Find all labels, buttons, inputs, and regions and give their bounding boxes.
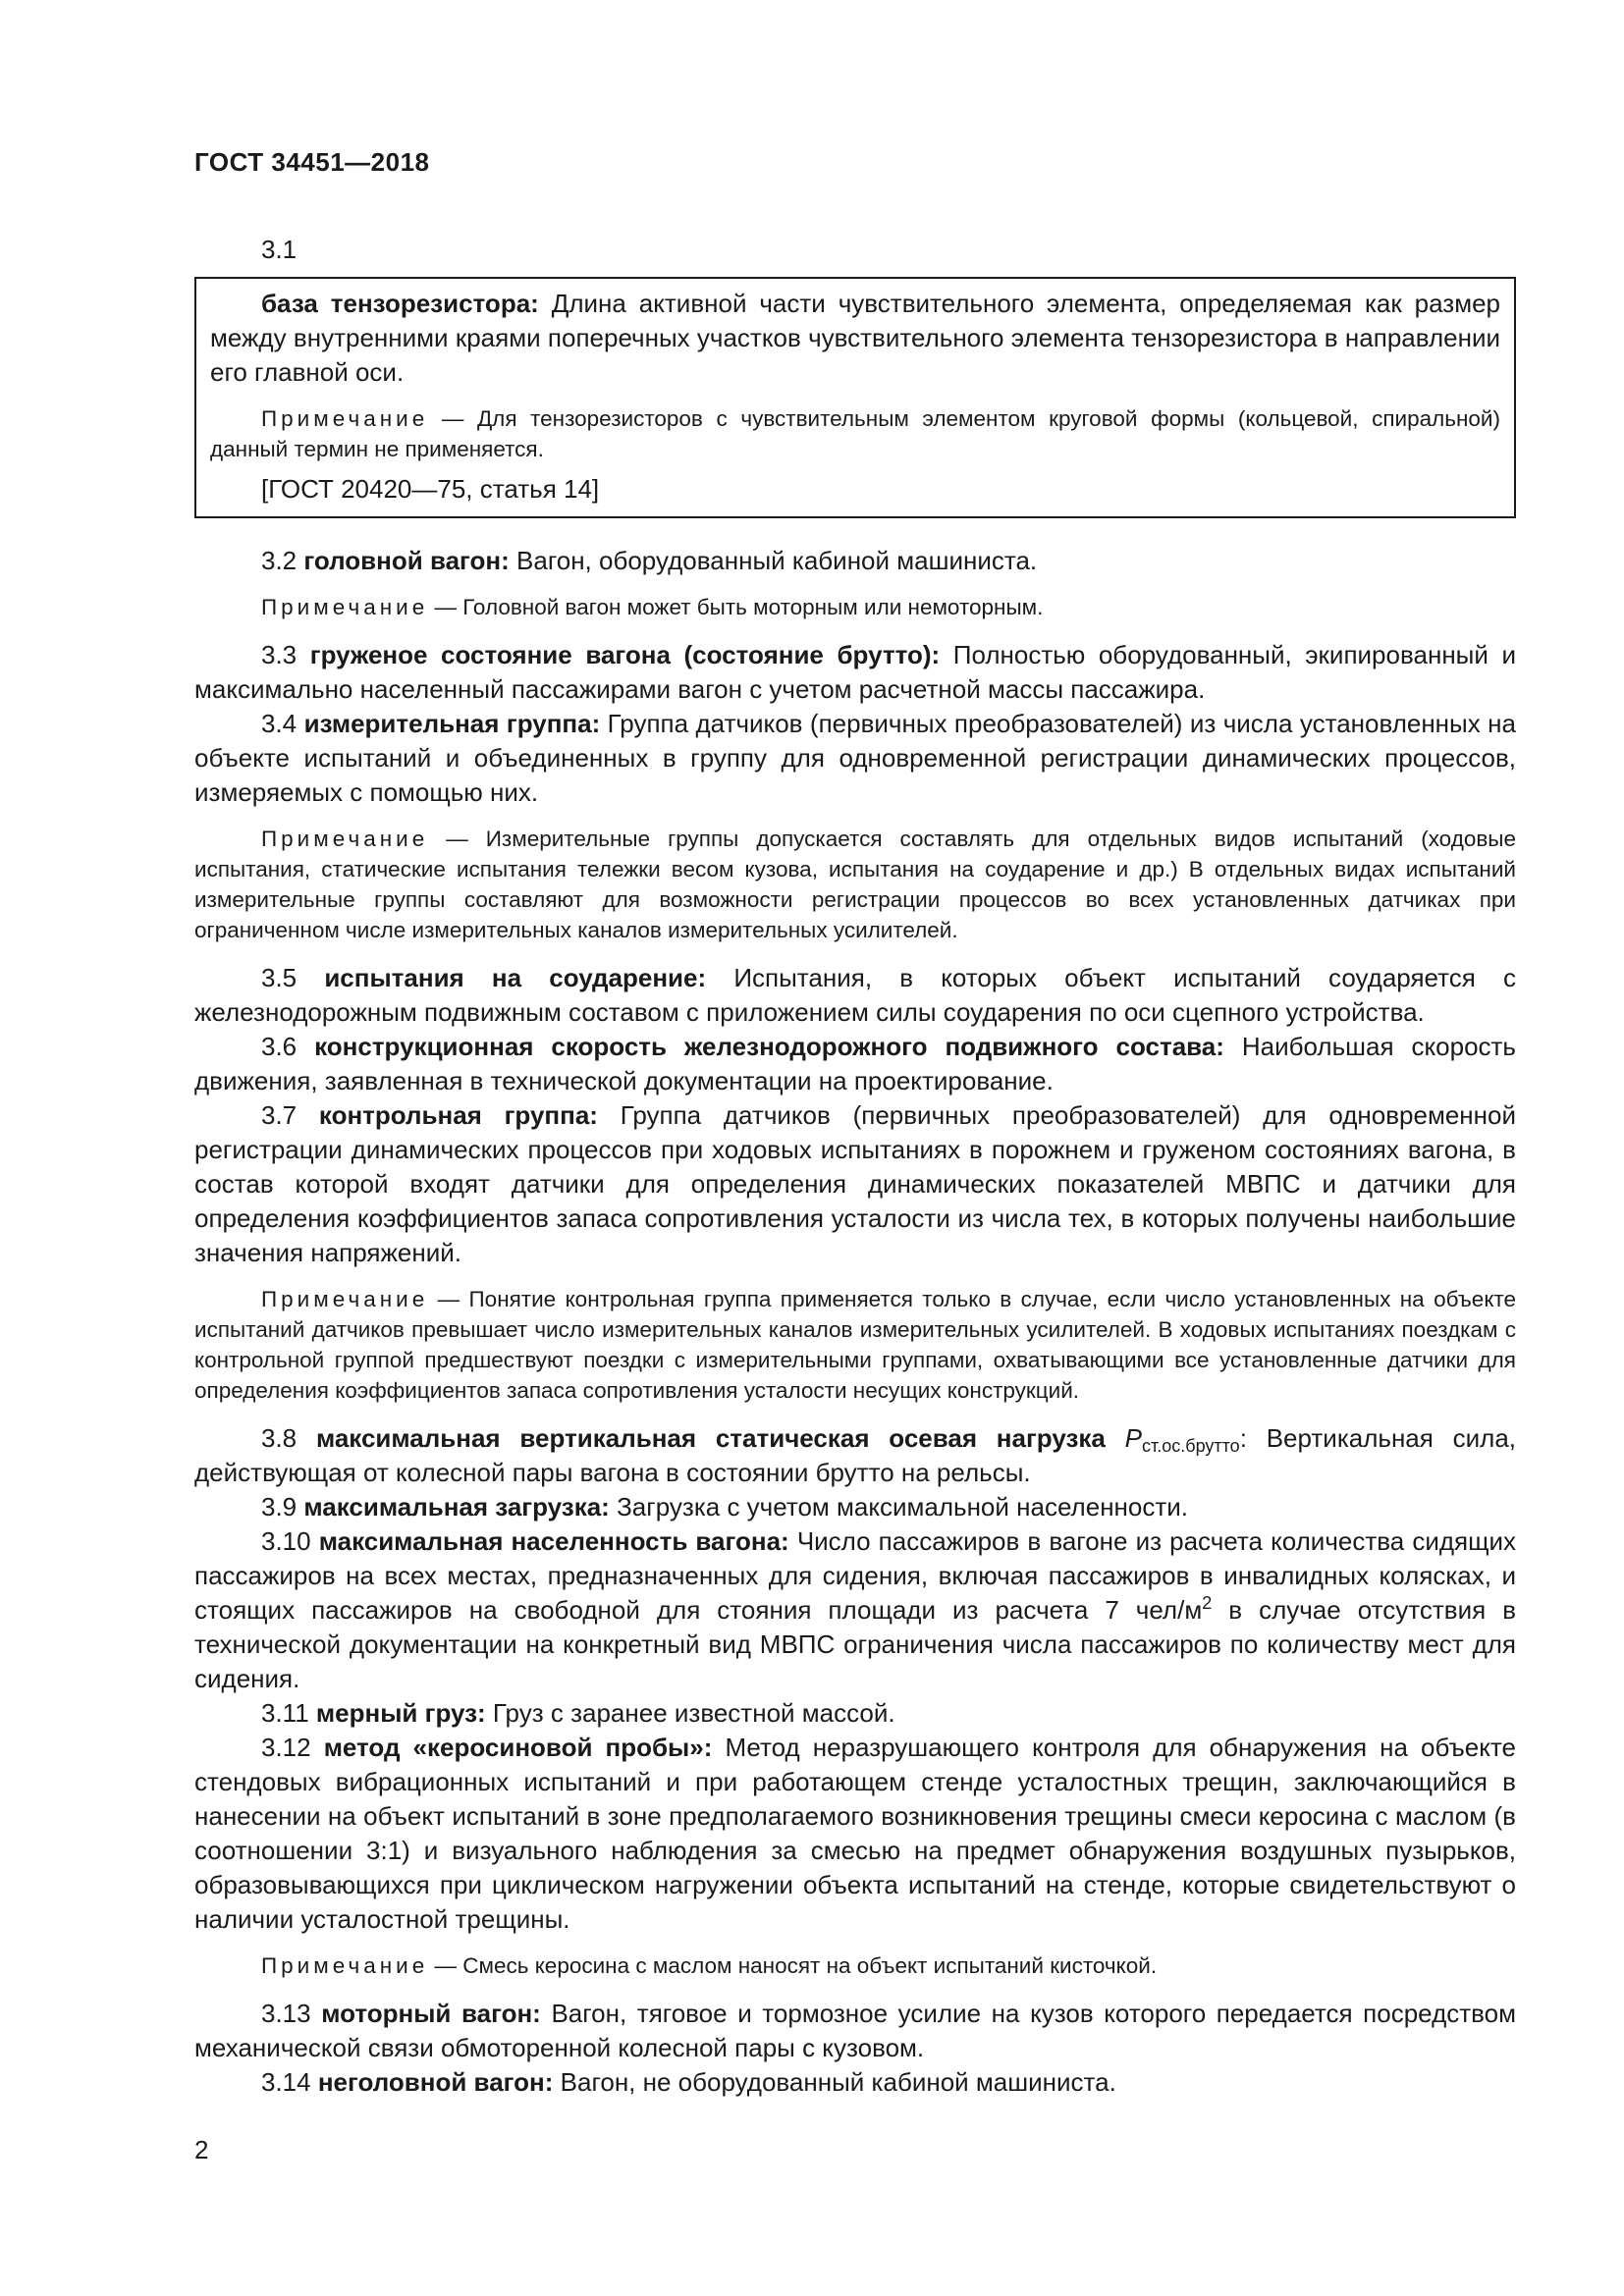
term-3-1-number: 3.1 (261, 235, 298, 264)
note-3-12 (194, 1950, 1516, 1981)
term-definition: Наибольшая скорость движения, заявленная в технической документации на проектирование. (194, 1032, 1516, 1095)
term-definition-part-a: Число пассажиров в вагоне из расчета количества сидящих пассажиров на всех местах, предназначенных для сидения, включая пассажиров в инвалидных колясках, и стоящих пассажиров на свободной для стояния площади из расчета 7 чел/м (194, 1526, 1517, 1625)
note-3-2 (194, 592, 1516, 622)
note-label: Примечание (261, 1287, 429, 1311)
term-3-4 (194, 707, 1516, 810)
document-page (194, 147, 1516, 2165)
note-3-4 (194, 824, 1516, 945)
term-definition: Вагон, оборудованный кабиной машиниста. (516, 546, 1038, 575)
term-number: 3.6 (261, 1032, 298, 1061)
term-title: моторный вагон: (321, 1999, 541, 2028)
term-number: 3.12 (261, 1733, 311, 1762)
term-definition-part-b: в случае отсутствия в технической документации на конкретный вид МВПС ограничения числа пассажиров по количеству мест для сидения. (194, 1595, 1517, 1693)
term-number: 3.2 (261, 546, 298, 575)
term-number: 3.7 (261, 1100, 298, 1130)
term-3-1 (210, 287, 1500, 390)
note-label: Примечание (261, 406, 429, 431)
term-3-2 (194, 544, 1516, 578)
note-text: — Понятие контрольная группа применяется только в случае, если число установленных на объекте испытаний датчиков превышает число измерительных каналов измерительных усилителей. В ходовых испытаниях поездкам с контрольной группой предшествуют поездки с измерительными группами, охватывающими все установленные датчики для определения коэффициентов запаса сопротивления усталости несущих конструкций. (194, 1287, 1516, 1403)
note-label: Примечание (261, 1953, 429, 1978)
note-label: Примечание (261, 595, 429, 619)
note-text: — Измерительные группы допускается составлять для отдельных видов испытаний (ходовые испытания, статические испытания тележки весом кузова, испытания на соударение и др.) В отдельных видах испытаний измерительные группы составляют для возможности регистрации процессов во всех установленных датчиках при ограниченном числе измерительных каналов измерительных усилителей. (194, 827, 1516, 942)
term-title: измерительная группа: (303, 709, 601, 738)
term-3-3 (194, 638, 1516, 707)
term-number: 3.3 (261, 640, 298, 669)
term-3-12 (194, 1731, 1516, 1937)
load-symbol-subscript: ст.ос.брутто (1142, 1436, 1240, 1456)
term-3-9 (194, 1490, 1516, 1524)
term-number: 3.13 (261, 1999, 311, 2028)
term-definition: Груз с заранее известной массой. (492, 1698, 895, 1728)
term-number: 3.8 (261, 1423, 298, 1453)
load-symbol: P (1124, 1423, 1142, 1453)
term-title: груженое состояние вагона (состояние брутто): (309, 640, 941, 669)
term-3-13 (194, 1997, 1516, 2065)
note-3-7 (194, 1284, 1516, 1406)
note-text: — Смесь керосина с маслом наносят на объект испытаний кисточкой. (434, 1953, 1158, 1978)
term-title: максимальная населенность вагона: (318, 1526, 789, 1556)
term-title: контрольная группа: (318, 1100, 598, 1130)
term-title: конструкционная скорость железнодорожного подвижного состава: (314, 1032, 1224, 1061)
term-3-1-definition: Длина активной части чувствительного элемента, определяемая как размер между внутренними краями поперечных участков чувствительного элемента тензорезистора в направлении его главной оси. (210, 289, 1500, 387)
term-number: 3.10 (261, 1526, 311, 1556)
note-label: Примечание (261, 827, 429, 851)
term-title: максимальная вертикальная статическая осевая нагрузка (315, 1423, 1106, 1453)
term-number: 3.9 (261, 1492, 298, 1522)
standard-code-header: ГОСТ 34451—2018 (194, 147, 430, 177)
term-number: 3.11 (261, 1698, 309, 1728)
term-3-1-reference: [ГОСТ 20420—75, статья 14] (261, 474, 600, 504)
note-text: — Для тензорезисторов с чувствительным элементом круговой формы (кольцевой, спиральной) данный термин не применяется. (210, 406, 1500, 461)
term-definition: : Вертикальная сила, действующая от колесной пары вагона в состоянии брутто на рельсы. (194, 1423, 1516, 1487)
term-title: неголовной вагон: (317, 2067, 554, 2097)
term-definition: Испытания, в которых объект испытаний соударяется с железнодорожным подвижным составом с приложением силы соударения по оси сцепного устройства. (194, 963, 1516, 1027)
term-3-14 (194, 2065, 1516, 2100)
note-text: — Головной вагон может быть моторным или немоторным. (434, 595, 1044, 619)
term-3-6 (194, 1030, 1516, 1098)
term-definition: Полностью оборудованный, экипированный и максимально населенный пассажирами вагон с учетом расчетной массы пассажира. (194, 640, 1516, 704)
term-number: 3.4 (261, 709, 298, 738)
term-3-1-title: база тензорезистора: (261, 289, 539, 318)
term-definition: Группа датчиков (первичных преобразователей) для одновременной регистрации динамических процессов при ходовых испытаниях в порожнем и груженом состояниях вагона, в состав которой входят датчики для определения динамических показателей МВПС и датчики для определения коэффициентов запаса сопротивления усталости из числа тех, в которых получены наибольшие значения напряжений. (194, 1100, 1516, 1267)
term-title: мерный груз: (315, 1698, 486, 1728)
term-definition: Метод неразрушающего контроля для обнаружения на объекте стендовых вибрационных испытаний и при работающем стенде усталостных трещин, заключающийся в нанесении на объект испытаний в зоне предполагаемого возникновения трещины смеси керосина с маслом (в соотношении 3:1) и визуального наблюдения за смесью на предмет обнаружения воздушных пузырьков, образовывающихся при циклическом нагружении объекта испытаний на стенде, которые свидетельствуют о наличии усталостной трещины. (194, 1733, 1516, 1934)
term-definition: Вагон, не оборудованный кабиной машиниста. (560, 2067, 1116, 2097)
term-3-10 (194, 1524, 1516, 1696)
term-title: испытания на соударение: (324, 963, 707, 992)
term-3-5 (194, 961, 1516, 1030)
term-title: головной вагон: (303, 546, 510, 575)
term-3-1-box (194, 277, 1516, 518)
term-3-7 (194, 1098, 1516, 1270)
term-title: метод «керосиновой пробы»: (323, 1733, 713, 1762)
term-definition: Вагон, тяговое и тормозное усилие на кузов которого передается посредством механической связи обмоторенной колесной пары с кузовом. (194, 1999, 1516, 2062)
term-3-11 (194, 1696, 1516, 1731)
term-title: максимальная загрузка: (303, 1492, 610, 1522)
term-number: 3.14 (261, 2067, 311, 2097)
term-3-1-note (210, 403, 1500, 464)
superscript: 2 (1202, 1593, 1213, 1613)
term-number: 3.5 (261, 963, 298, 992)
term-3-8 (194, 1421, 1516, 1490)
term-definition: Загрузка с учетом максимальной населенности. (617, 1492, 1189, 1522)
page-number: 2 (194, 2135, 209, 2164)
term-definition: Группа датчиков (первичных преобразователей) из числа установленных на объекте испытаний и объединенных в группу для одновременной регистрации динамических процессов, измеряемых с помощью них. (194, 709, 1516, 807)
